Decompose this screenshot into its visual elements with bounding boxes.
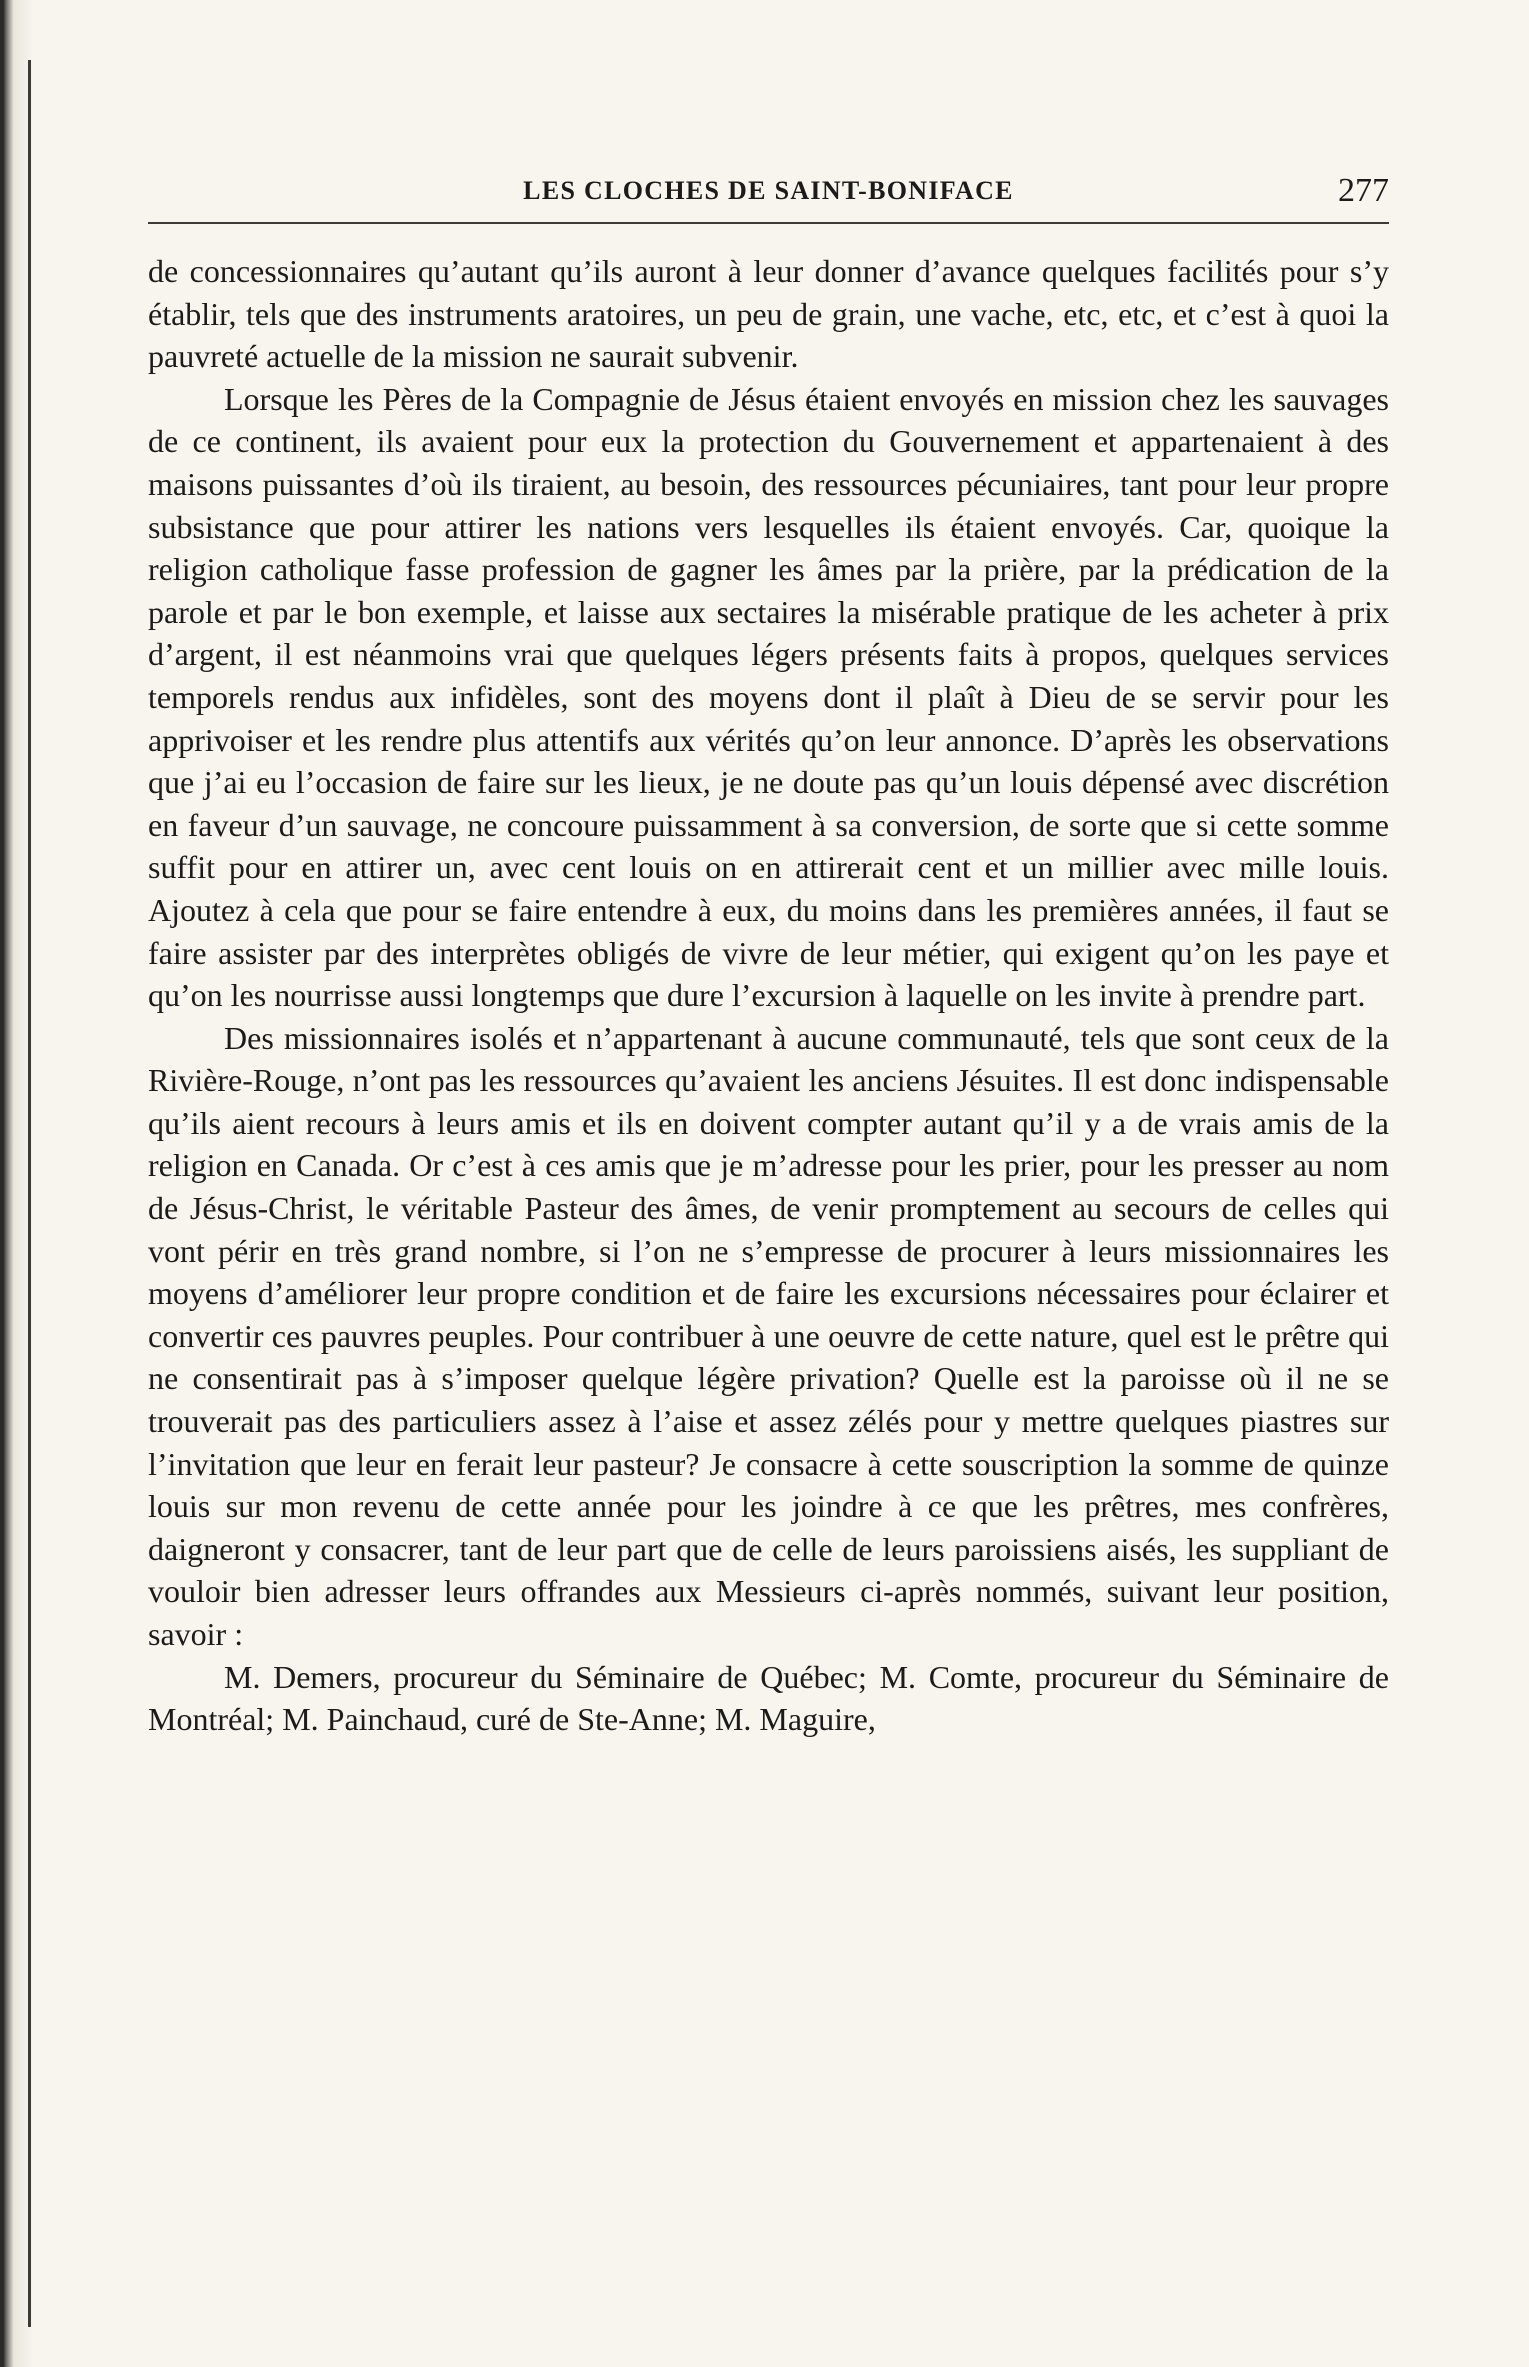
header-rule (148, 222, 1389, 224)
running-title: LES CLOCHES DE SAINT-BONIFACE (523, 176, 1014, 205)
page-binding-line (28, 60, 31, 2327)
page-number: 277 (1338, 172, 1389, 209)
page-body (148, 250, 1389, 1741)
page-header (148, 172, 1389, 216)
paragraph-recipients: M. Demers, procureur du Séminaire de Québec; M. Comte, procureur du Séminaire de Montréal; M. Painchaud, curé de Ste-Anne; M. Maguire, (148, 1658, 1389, 1738)
paragraph-continuation: de concessionnaires qu’autant qu’ils auront à leur donner d’avance quelques facilités pour s’y établir, tels que des instruments aratoires, un peu de grain, une vache, etc, etc, et c’est à quoi la pauvreté actuelle de la mission ne saurait subvenir. (148, 253, 1389, 375)
paragraph-jesuits: Lorsque les Pères de la Compagnie de Jésus étaient envoyés en mission chez les sauvages de ce continent, ils avaient pour eux la protection du Gouvernement et appartenaient à des maisons puissantes d’où ils tiraient, au besoin, des ressources pécuniaires, tant pour leur propre subsistance que pour attirer les nations vers lesquelles ils étaient envoyés. Car, quoique la religion catholique fasse profession de gagner les âmes par la prière, par la prédication de la parole et par le bon exemple, et laisse aux sectaires la misérable pratique de les acheter à prix d’argent, il est néanmoins vrai que quelques légers présents faits à propos, quelques services temporels rendus aux infidèles, sont des moyens dont il plaît à Dieu de se servir pour les apprivoiser et les rendre plus attentifs aux vérités qu’on leur annonce. D’après les observations que j’ai eu l’occasion de faire sur les lieux, je ne doute pas qu’un louis dépensé avec discrétion en faveur d’un sauvage, ne concoure puissamment à sa conversion, de sorte que si cette somme suffit pour en attirer un, avec cent louis on en attirerait cent et un millier avec mille louis. Ajoutez à cela que pour se faire entendre à eux, du moins dans les premières années, il faut se faire assister par des interprètes obligés de vivre de leur métier, qui exigent qu’on les paye et qu’on les nourrisse aussi longtemps que dure l’excursion à laquelle on les invite à prendre part. (148, 380, 1389, 1014)
paragraph-missionaries: Des missionnaires isolés et n’appartenant à aucune communauté, tels que sont ceux de la Rivière-Rouge, n’ont pas les ressources qu’avaient les anciens Jésuites. Il est donc indispensable qu’ils aient recours à leurs amis et ils en doivent compter autant qu’il y a de vrais amis de la religion en Canada. Or c’est à ces amis que je m’adresse pour les prier, pour les presser au nom de Jésus-Christ, le véritable Pasteur des âmes, de venir promptement au secours de celles qui vont périr en très grand nombre, si l’on ne s’empresse de procurer à leurs missionnaires les moyens d’améliorer leur propre condition et de faire les excursions nécessaires pour éclairer et convertir ces pauvres peuples. Pour contribuer à une oeuvre de cette nature, quel est le prêtre qui ne consentirait pas à s’imposer quelque légère privation? Quelle est la paroisse où il ne se trouverait pas des particuliers assez à l’aise et assez zélés pour y mettre quelques piastres sur l’invitation que leur en ferait leur pasteur? Je consacre à cette souscription la somme de quinze louis sur mon revenu de cette année pour les joindre à ce que les prêtres, mes confrères, daigneront y consacrer, tant de leur part que de celle de leurs paroissiens aisés, les suppliant de vouloir bien adresser leurs offrandes aux Messieurs ci-après nommés, suivant leur position, savoir : (148, 1019, 1389, 1652)
